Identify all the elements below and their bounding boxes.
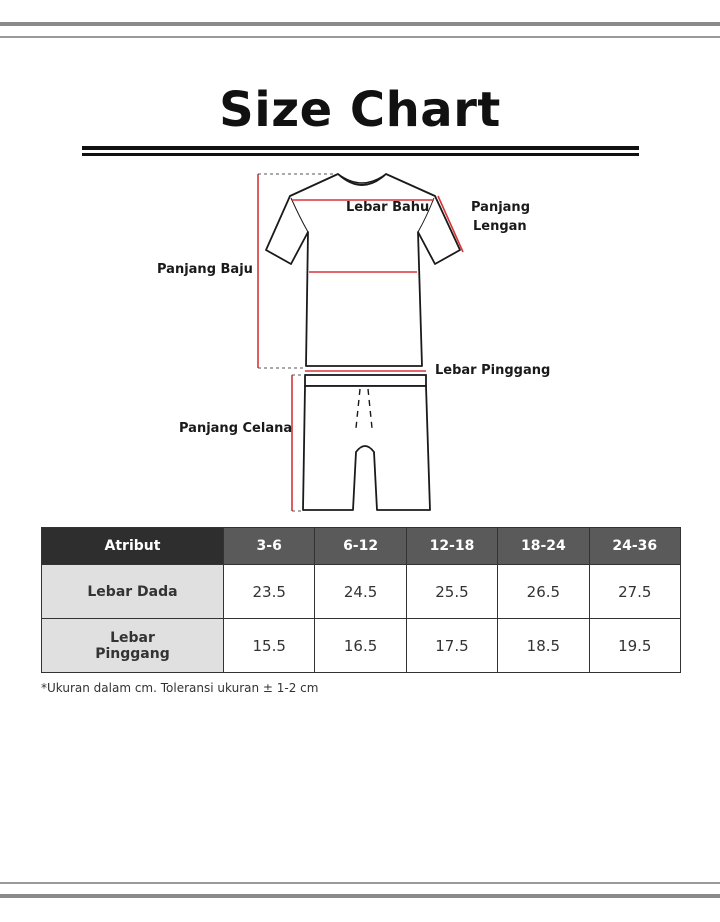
header-attribute: Atribut — [42, 528, 224, 565]
row-label-text: Lebar — [110, 629, 155, 646]
label-lebar-bahu: Lebar Bahu — [346, 200, 430, 215]
bottom-border-rule-thin — [0, 882, 720, 884]
bottom-border-rule — [0, 894, 720, 898]
table-cell: 19.5 — [589, 619, 680, 673]
row-label-text: Pinggang — [95, 645, 170, 662]
row-label-lebar-dada — [42, 565, 224, 619]
table-cell: 16.5 — [315, 619, 406, 673]
label-panjang-celana: Panjang Celana — [179, 421, 293, 436]
header-size: 24-36 — [589, 528, 680, 565]
row-label-lebar-pinggang — [42, 619, 224, 673]
table-cell: 27.5 — [589, 565, 680, 619]
header-size: 12-18 — [406, 528, 497, 565]
label-lebar-pinggang: Lebar Pinggang — [435, 363, 551, 378]
pants-outline — [303, 386, 430, 510]
footnote: *Ukuran dalam cm. Toleransi ukuran ± 1-2 cm — [41, 681, 319, 695]
row-label-text: Lebar Dada — [87, 583, 178, 600]
label-panjang-lengan-1: Panjang — [471, 200, 530, 215]
table-row — [42, 565, 681, 619]
label-panjang-baju: Panjang Baju — [157, 262, 253, 277]
table-cell: 18.5 — [498, 619, 589, 673]
size-table — [41, 527, 681, 673]
table-header-row — [42, 528, 681, 565]
table-row — [42, 619, 681, 673]
table-cell: 17.5 — [406, 619, 497, 673]
header-size: 3-6 — [224, 528, 315, 565]
table-cell: 23.5 — [224, 565, 315, 619]
table-cell: 26.5 — [498, 565, 589, 619]
table-cell: 25.5 — [406, 565, 497, 619]
pants-waistband — [305, 375, 426, 386]
page-title: Size Chart — [219, 82, 501, 138]
header-size: 18-24 — [498, 528, 589, 565]
table-cell: 15.5 — [224, 619, 315, 673]
table-cell: 24.5 — [315, 565, 406, 619]
label-panjang-lengan-2: Lengan — [473, 219, 527, 234]
header-size: 6-12 — [315, 528, 406, 565]
